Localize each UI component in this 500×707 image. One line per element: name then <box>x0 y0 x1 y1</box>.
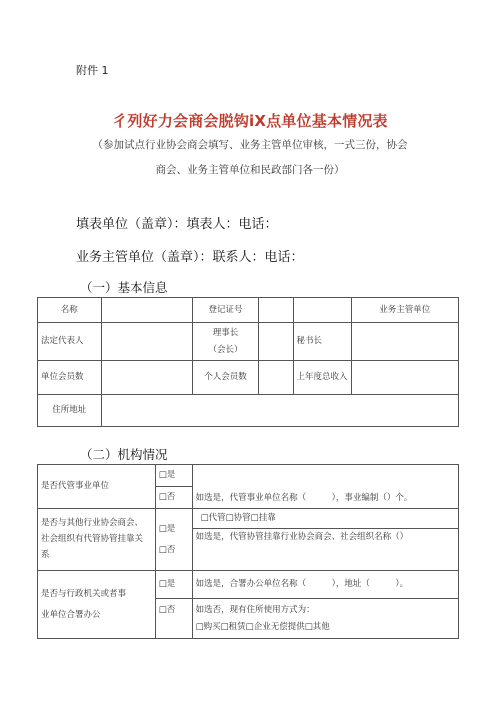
subtitle-line-1: （参加试点行业协会商会填写、业务主管单位审核，一式三份，协会 <box>92 139 408 151</box>
unit-members-label: 单位会员数 <box>38 361 102 395</box>
annex-label: 附件 1 <box>76 64 109 77</box>
legal-rep-label: 法定代表人 <box>38 323 102 361</box>
section-basic-info-heading: （一）基本信息 <box>80 280 168 295</box>
subtitle-line-2: 商会、业务主管单位和民政部门各一份） <box>155 164 345 176</box>
chairman-label <box>193 323 258 361</box>
blank-cell[interactable] <box>293 298 351 323</box>
supervisor-label: 业务主管单位 <box>351 298 458 323</box>
unit-members-value[interactable] <box>101 361 193 395</box>
r2-label-line1: 是否与其他行业协会商会、 <box>41 518 144 529</box>
r2-text[interactable]: 如选是，代管协管挂靠行业协会商会、社会组织名称（） <box>192 529 458 571</box>
last-income-label: 上年度总收入 <box>293 361 351 395</box>
chairman-label-line2: （会长） <box>208 344 243 355</box>
r3-no-cell[interactable] <box>192 599 458 639</box>
address-label: 住所地址 <box>38 395 102 427</box>
r2-options[interactable]: □代管□协管□挂靠 <box>192 509 458 529</box>
r1-label: 是否代管事业单位 <box>38 465 156 509</box>
reg-no-label: 登记证号 <box>193 298 258 323</box>
name-label: 名称 <box>38 298 102 323</box>
r3-no-checkbox[interactable]: □否 <box>155 599 192 639</box>
r1-yes-checkbox[interactable]: □是 <box>155 465 192 487</box>
r2-label-line3: 系 <box>41 549 50 560</box>
name-value[interactable] <box>101 298 193 323</box>
individual-members-value[interactable] <box>258 361 293 395</box>
secretary-label: 秘书长 <box>293 323 351 361</box>
basic-info-table <box>37 297 459 427</box>
r3-yes-checkbox[interactable]: □是 <box>155 571 192 599</box>
r2-yes-checkbox[interactable]: □是 <box>158 523 176 534</box>
last-income-value[interactable] <box>351 361 458 395</box>
r1-detail: 如选是，代管事业单位名称（ ），事业编制（）个。 <box>195 493 413 504</box>
org-status-table <box>37 464 459 639</box>
r1-text[interactable] <box>192 465 458 509</box>
section-org-heading: （二）机构情况 <box>80 447 168 462</box>
r3-text-yes[interactable]: 如选是，合署办公单位名称（ ），地址（ ）。 <box>192 571 458 599</box>
reg-no-value[interactable] <box>258 298 293 323</box>
r2-checkboxes[interactable] <box>155 509 192 571</box>
r3-label <box>38 571 156 639</box>
chairman-value[interactable] <box>258 323 293 361</box>
secretary-value[interactable] <box>351 323 458 361</box>
r3-label-line1: 是否与行政机关或者事 <box>41 588 127 599</box>
r3-label-line2: 业单位合署办公 <box>41 609 101 620</box>
individual-members-label: 个人会员数 <box>193 361 258 395</box>
r2-no-checkbox[interactable]: □否 <box>158 544 176 555</box>
document-title: 彳列好力会商会脱钩iX点单位基本情况表 <box>112 112 388 130</box>
filling-unit-line: 填表单位（盖章）：填表人：电话： <box>76 217 278 232</box>
r3-options[interactable]: □购买□租赁□企业无偿提供□其他 <box>195 621 330 632</box>
r2-label <box>38 509 156 571</box>
r3-text-no: 如选否，现有住所使用方式为： <box>195 604 315 615</box>
r2-label-line2: 社会组织有代管协管挂靠关 <box>41 534 144 545</box>
legal-rep-value[interactable] <box>101 323 193 361</box>
address-value[interactable] <box>101 395 458 427</box>
r1-no-checkbox[interactable]: □否 <box>155 487 192 509</box>
chairman-label-line1: 理事长 <box>212 327 239 338</box>
supervisor-unit-line: 业务主管单位（盖章）：联系人：电话： <box>76 250 304 265</box>
